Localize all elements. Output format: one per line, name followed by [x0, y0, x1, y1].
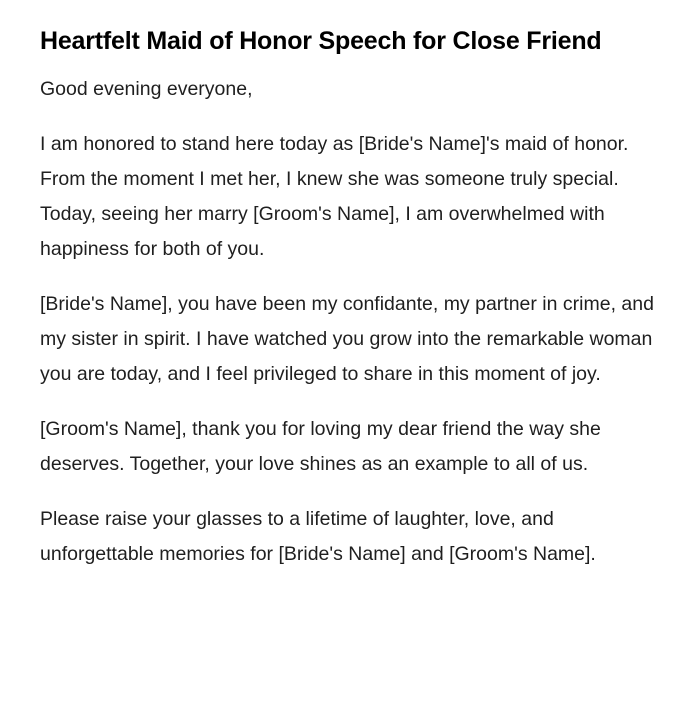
greeting-paragraph: Good evening everyone, [40, 78, 253, 100]
bride-tribute-paragraph: [Bride's Name], you have been my confidante, my partner in crime, and my sister in spirit. I have watched you grow into the remarkable woman you are today, and I feel privileged to share in this moment of joy. [40, 293, 654, 385]
toast-paragraph: Please raise your glasses to a lifetime of laughter, love, and unforgettable memories for [Bride's Name] and [Groom's Name]. [40, 508, 596, 565]
document-title: Heartfelt Maid of Honor Speech for Close Friend [40, 27, 602, 55]
introduction-paragraph: I am honored to stand here today as [Bride's Name]'s maid of honor. From the moment I met her, I knew she was someone truly special. Today, seeing her marry [Groom's Name], I am overwhelmed with happiness for both of you. [40, 133, 629, 260]
groom-thanks-paragraph: [Groom's Name], thank you for loving my dear friend the way she deserves. Together, your love shines as an example to all of us. [40, 418, 601, 475]
